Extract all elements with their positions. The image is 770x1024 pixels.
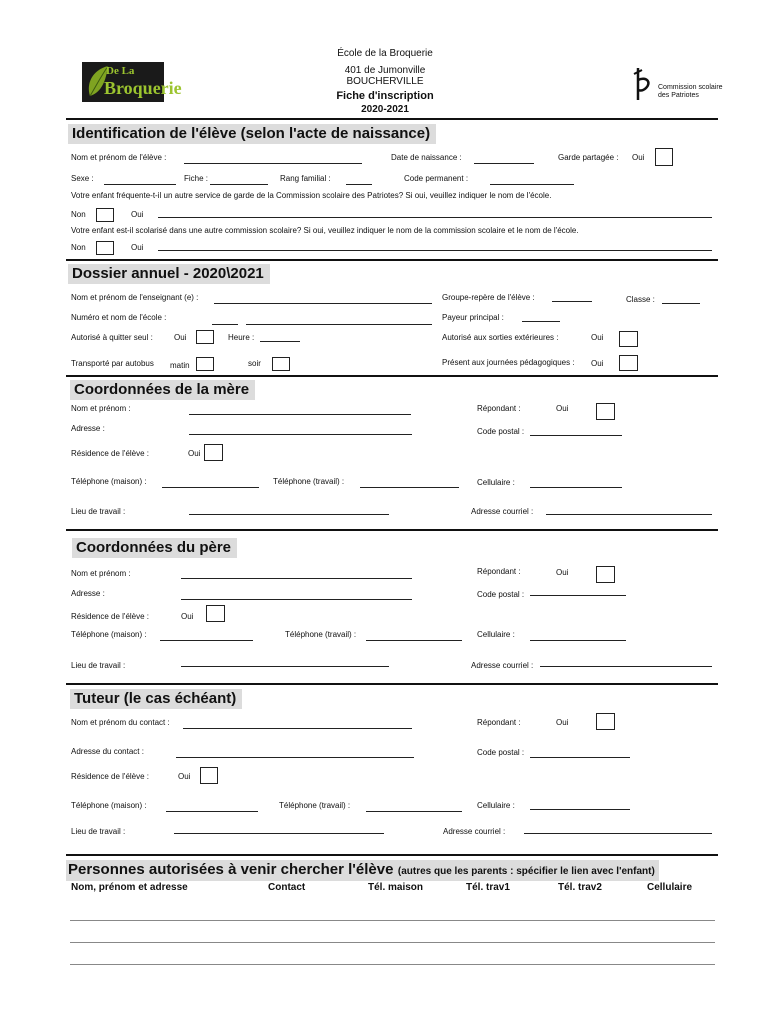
- other-daycare-no-label: Non: [71, 210, 86, 219]
- fiche-field[interactable]: [210, 184, 268, 185]
- class-field[interactable]: [662, 303, 700, 304]
- header-rule: [66, 118, 718, 120]
- bus-morning-checkbox[interactable]: [196, 357, 214, 371]
- father-work-place-label: Lieu de travail :: [71, 661, 126, 670]
- mother-respondent-label: Répondant :: [477, 404, 521, 413]
- section-authorized-subtitle: (autres que les parents : spécifier le lien avec l'enfant): [397, 866, 655, 877]
- mother-home-phone-field[interactable]: [162, 487, 259, 488]
- ped-days-label: Présent aux journées pédagogiques :: [442, 358, 575, 367]
- mother-address-field[interactable]: [189, 434, 412, 435]
- main-payer-field[interactable]: [522, 321, 560, 322]
- mother-work-phone-label: Téléphone (travail) :: [273, 477, 345, 486]
- father-home-phone-label: Téléphone (maison) :: [71, 630, 147, 639]
- mother-residence-checkbox[interactable]: [204, 444, 223, 461]
- col-name: Nom, prénom et adresse: [71, 882, 188, 893]
- guardian-home-phone-field[interactable]: [166, 811, 258, 812]
- mother-residence-label: Résidence de l'élève :: [71, 449, 150, 458]
- father-residence-label: Résidence de l'élève :: [71, 612, 150, 621]
- school-number-field[interactable]: [212, 324, 238, 325]
- section-rule: [66, 259, 718, 261]
- student-name-label: Nom et prénom de l'élève :: [71, 153, 167, 162]
- guardian-work-place-label: Lieu de travail :: [71, 827, 126, 836]
- mother-respondent-checkbox[interactable]: [596, 403, 615, 420]
- school-number-label: Numéro et nom de l'école :: [71, 313, 167, 322]
- other-board-question: Votre enfant est-il scolarisé dans une autre commission scolaire? Si oui, veuillez indiquer le nom de la commission scolaire et le nom de l'école.: [71, 226, 579, 235]
- outdoor-outings-yes-label: Oui: [591, 333, 604, 342]
- hour-field[interactable]: [260, 341, 300, 342]
- section-authorized-title: Personnes autorisées à venir chercher l'élève: [68, 861, 394, 878]
- section-identification-title: Identification de l'élève (selon l'acte de naissance): [68, 124, 436, 144]
- father-cell-label: Cellulaire :: [477, 630, 515, 639]
- student-name-field[interactable]: [184, 163, 362, 164]
- commission-logo: [632, 66, 722, 102]
- col-home-phone: Tél. maison: [368, 882, 424, 893]
- commission-logo-line1: Commission scolaire: [658, 84, 723, 91]
- mother-residence-yes-label: Oui: [188, 449, 201, 458]
- mother-postal-field[interactable]: [530, 435, 622, 436]
- outdoor-outings-checkbox[interactable]: [619, 331, 638, 347]
- other-board-no-checkbox[interactable]: [96, 241, 114, 255]
- father-residence-yes-label: Oui: [181, 612, 194, 621]
- col-work-phone-2: Tél. trav2: [558, 882, 602, 893]
- mother-email-label: Adresse courriel :: [471, 507, 534, 516]
- guardian-name-label: Nom et prénom du contact :: [71, 718, 170, 727]
- father-email-field[interactable]: [540, 666, 712, 667]
- mother-work-place-label: Lieu de travail :: [71, 507, 126, 516]
- authorized-row-3-line[interactable]: [70, 964, 715, 965]
- guardian-respondent-label: Répondant :: [477, 718, 521, 727]
- group-field[interactable]: [552, 301, 592, 302]
- teacher-field[interactable]: [214, 303, 432, 304]
- father-address-field[interactable]: [181, 599, 412, 600]
- father-respondent-label: Répondant :: [477, 567, 521, 576]
- birthdate-label: Date de naissance :: [391, 153, 462, 162]
- col-work-phone-1: Tél. trav1: [466, 882, 510, 893]
- guardian-cell-field[interactable]: [530, 809, 630, 810]
- fiche-label: Fiche :: [184, 174, 209, 183]
- mother-cell-field[interactable]: [530, 487, 622, 488]
- birthdate-field[interactable]: [474, 163, 534, 164]
- col-cell: Cellulaire: [647, 882, 693, 893]
- mother-cell-label: Cellulaire :: [477, 478, 515, 487]
- mother-email-field[interactable]: [546, 514, 712, 515]
- mother-postal-label: Code postal :: [477, 427, 525, 436]
- school-logo: [82, 62, 182, 102]
- form-year: 2020-2021: [361, 104, 409, 115]
- teacher-label: Nom et prénom de l'enseignant (e) :: [71, 293, 199, 302]
- guardian-name-field[interactable]: [183, 728, 412, 729]
- main-payer-label: Payeur principal :: [442, 313, 504, 322]
- shared-custody-yes-label: Oui: [632, 153, 645, 162]
- hour-label: Heure :: [228, 333, 255, 342]
- school-name: École de la Broquerie: [337, 48, 433, 59]
- guardian-respondent-yes-label: Oui: [556, 718, 569, 727]
- guardian-postal-field[interactable]: [530, 757, 630, 758]
- other-daycare-school-field[interactable]: [158, 217, 712, 218]
- ped-days-yes-label: Oui: [591, 359, 604, 368]
- logo-text-bottom: Broquerie: [104, 78, 182, 98]
- guardian-email-field[interactable]: [524, 833, 712, 834]
- bus-morning-label: matin: [170, 361, 190, 370]
- section-rule: [66, 529, 718, 531]
- guardian-work-phone-field[interactable]: [366, 811, 462, 812]
- father-name-field[interactable]: [181, 578, 412, 579]
- other-daycare-question: Votre enfant fréquente-t-il un autre service de garde de la Commission scolaire des Patriotes? Si oui, veuillez indiquer le nom de l'école.: [71, 191, 552, 200]
- other-daycare-no-checkbox[interactable]: [96, 208, 114, 222]
- father-residence-checkbox[interactable]: [206, 605, 225, 622]
- section-authorized-header: [66, 860, 659, 881]
- father-respondent-yes-label: Oui: [556, 568, 569, 577]
- father-address-label: Adresse :: [71, 589, 105, 598]
- father-respondent-checkbox[interactable]: [596, 566, 615, 583]
- shared-custody-label: Garde partagée :: [558, 153, 619, 162]
- guardian-work-place-field[interactable]: [174, 833, 384, 834]
- section-rule: [66, 683, 718, 685]
- father-work-phone-label: Téléphone (travail) :: [285, 630, 357, 639]
- class-label: Classe :: [626, 295, 655, 304]
- mother-name-label: Nom et prénom :: [71, 404, 131, 413]
- guardian-email-label: Adresse courriel :: [443, 827, 506, 836]
- col-contact: Contact: [268, 882, 306, 893]
- group-label: Groupe-repère de l'élève :: [442, 293, 535, 302]
- guardian-residence-checkbox[interactable]: [200, 767, 218, 784]
- father-work-phone-field[interactable]: [366, 640, 462, 641]
- section-guardian-title: Tuteur (le cas échéant): [70, 689, 242, 709]
- mother-name-field[interactable]: [189, 414, 411, 415]
- commission-logo-line2: des Patriotes: [658, 92, 699, 99]
- mother-respondent-yes-label: Oui: [556, 404, 569, 413]
- other-board-no-label: Non: [71, 243, 86, 252]
- father-cell-field[interactable]: [530, 640, 626, 641]
- bus-evening-label: soir: [248, 359, 261, 368]
- leave-alone-yes-label: Oui: [174, 333, 187, 342]
- guardian-address-label: Adresse du contact :: [71, 747, 144, 756]
- bus-evening-checkbox[interactable]: [272, 357, 290, 371]
- father-home-phone-field[interactable]: [160, 640, 253, 641]
- other-board-name-field[interactable]: [158, 250, 712, 251]
- sex-label: Sexe :: [71, 174, 94, 183]
- permanent-code-field[interactable]: [490, 184, 574, 185]
- father-email-label: Adresse courriel :: [471, 661, 534, 670]
- mother-home-phone-label: Téléphone (maison) :: [71, 477, 147, 486]
- guardian-residence-label: Résidence de l'élève :: [71, 772, 150, 781]
- authorized-row-2-line[interactable]: [70, 942, 715, 943]
- father-work-place-field[interactable]: [181, 666, 389, 667]
- ped-days-checkbox[interactable]: [619, 355, 638, 371]
- mother-work-place-field[interactable]: [189, 514, 389, 515]
- leave-alone-label: Autorisé à quitter seul :: [71, 333, 153, 342]
- family-rank-label: Rang familial :: [280, 174, 331, 183]
- father-postal-field[interactable]: [530, 595, 626, 596]
- sex-field[interactable]: [104, 184, 176, 185]
- section-mother-title: Coordonnées de la mère: [70, 380, 255, 400]
- other-daycare-yes-label: Oui: [131, 210, 144, 219]
- permanent-code-label: Code permanent :: [404, 174, 469, 183]
- bus-label: Transporté par autobus: [71, 359, 154, 368]
- school-address: 401 de Jumonville: [344, 65, 426, 76]
- section-rule: [66, 854, 718, 856]
- guardian-address-field[interactable]: [176, 757, 414, 758]
- form-title: Fiche d'inscription: [336, 90, 434, 102]
- father-name-label: Nom et prénom :: [71, 569, 131, 578]
- mother-work-phone-field[interactable]: [360, 487, 459, 488]
- guardian-work-phone-label: Téléphone (travail) :: [279, 801, 351, 810]
- section-annual-title: Dossier annuel - 2020\2021: [68, 264, 270, 284]
- guardian-cell-label: Cellulaire :: [477, 801, 515, 810]
- other-board-yes-label: Oui: [131, 243, 144, 252]
- guardian-respondent-checkbox[interactable]: [596, 713, 615, 730]
- section-rule: [66, 375, 718, 377]
- mother-address-label: Adresse :: [71, 424, 105, 433]
- school-name-field[interactable]: [246, 324, 432, 325]
- shared-custody-checkbox[interactable]: [655, 148, 673, 166]
- family-rank-field[interactable]: [346, 184, 372, 185]
- father-postal-label: Code postal :: [477, 590, 525, 599]
- authorized-row-1-line[interactable]: [70, 920, 715, 921]
- school-city: BOUCHERVILLE: [346, 76, 424, 87]
- guardian-home-phone-label: Téléphone (maison) :: [71, 801, 147, 810]
- guardian-residence-yes-label: Oui: [178, 772, 191, 781]
- commission-logo-icon: [632, 66, 656, 102]
- guardian-postal-label: Code postal :: [477, 748, 525, 757]
- outdoor-outings-label: Autorisé aux sorties extérieures :: [442, 333, 559, 342]
- logo-text-top: De La: [106, 65, 135, 77]
- leave-alone-checkbox[interactable]: [196, 330, 214, 344]
- section-father-title: Coordonnées du père: [72, 538, 237, 558]
